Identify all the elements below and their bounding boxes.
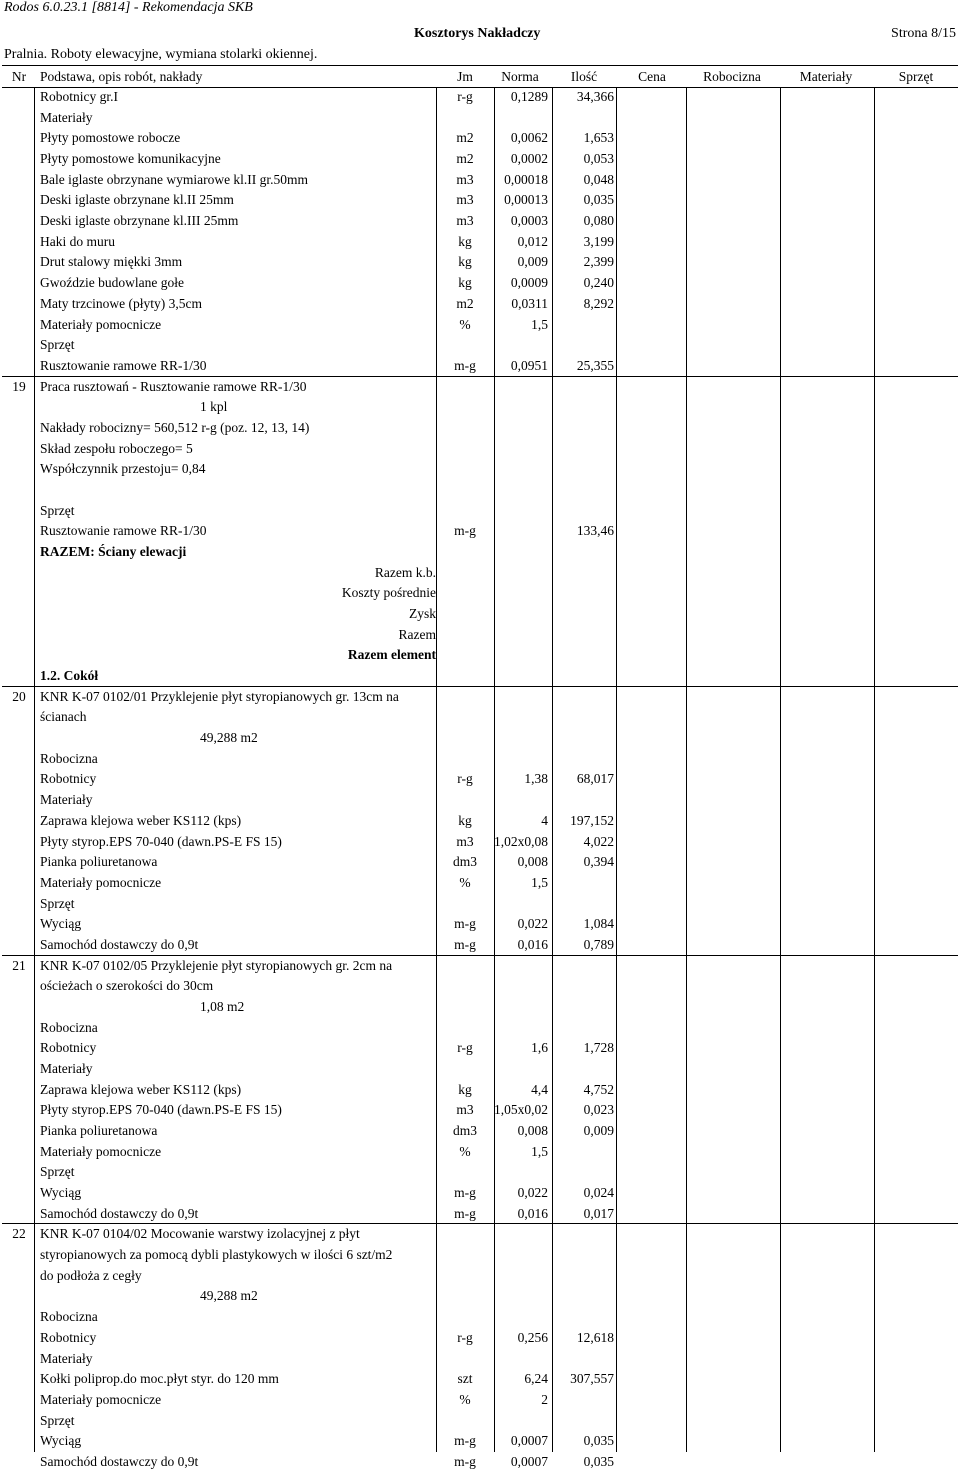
- item-unit: dm3: [452, 854, 477, 870]
- position-note: Nakłady robocizny= 560,512 r-g (poz. 12, 13, 14): [40, 419, 310, 435]
- col-materialy: Materiały: [799, 69, 853, 84]
- item-norm: 1,5: [531, 874, 548, 890]
- item-description: Płyty pomostowe komunikacyjne: [40, 151, 221, 166]
- item-unit: m3: [456, 213, 474, 229]
- item-unit: m-g: [454, 1433, 476, 1449]
- item-unit: m3: [456, 171, 474, 187]
- position-quantity: 49,288 m2: [200, 730, 258, 746]
- item-unit: dm3: [452, 1123, 477, 1138]
- item-unit: r-g: [457, 1040, 473, 1056]
- item-norm: 1,05x0,02: [494, 1102, 548, 1118]
- total-label: Razem: [398, 626, 436, 642]
- item-norm: 0,0062: [510, 130, 548, 146]
- position-separator: [2, 955, 958, 956]
- item-description: Maty trzcinowe (płyty) 3,5cm: [40, 295, 202, 311]
- item-unit: %: [459, 1391, 471, 1407]
- item-quantity: 3,199: [583, 233, 614, 249]
- column-rule: [494, 87, 495, 1452]
- item-description: Zaprawa klejowa weber KS112 (kps): [40, 1081, 242, 1097]
- item-quantity: 34,366: [576, 89, 614, 104]
- position-number: 19: [12, 378, 26, 394]
- column-rule: [780, 87, 781, 1452]
- item-norm: 0,016: [517, 936, 548, 952]
- col-nr: Nr: [11, 69, 27, 84]
- item-norm: 0,00018: [504, 171, 548, 187]
- position-description: KNR K-07 0102/01 Przyklejenie płyt styropianowych gr. 13cm na: [40, 688, 399, 704]
- item-description: Robotnicy: [40, 1040, 97, 1056]
- item-norm: 0,008: [517, 1123, 548, 1138]
- item-description: Rusztowanie ramowe RR-1/30: [40, 523, 207, 539]
- item-unit: m2: [456, 151, 474, 166]
- col-ilosc: Ilość: [570, 69, 598, 84]
- position-separator: [2, 686, 958, 687]
- item-unit: %: [459, 1143, 471, 1159]
- item-norm: 0,0002: [510, 151, 548, 166]
- position-note: styropianowych za pomocą dybli plastykowych w ilości 6 szt/m2: [40, 1247, 393, 1263]
- item-unit: m2: [456, 295, 474, 311]
- section-label: Sprzęt: [40, 337, 75, 353]
- item-quantity: 1,084: [583, 916, 614, 932]
- item-quantity: 0,035: [583, 192, 614, 208]
- item-description: Wyciąg: [40, 1185, 82, 1200]
- item-norm: 0,0007: [510, 1433, 548, 1449]
- position-number: 22: [12, 1226, 26, 1242]
- item-unit: m3: [456, 1102, 474, 1118]
- item-norm: 1,5: [531, 316, 548, 332]
- item-description: Pianka poliuretanowa: [40, 1123, 158, 1138]
- column-rule: [616, 87, 617, 1452]
- item-norm: 4: [541, 812, 548, 828]
- position-number: 20: [12, 688, 26, 704]
- item-unit: %: [459, 874, 471, 890]
- item-description: Materiały pomocnicze: [40, 316, 162, 332]
- item-quantity: 197,152: [570, 812, 614, 828]
- position-quantity: 1,08 m2: [200, 998, 245, 1014]
- item-unit: m-g: [454, 523, 476, 539]
- item-description: Kołki poliprop.do moc.płyt styr. do 120 mm: [40, 1371, 279, 1387]
- item-quantity: 68,017: [576, 771, 614, 787]
- item-description: Bale iglaste obrzynane wymiarowe kl.II gr.50mm: [40, 171, 309, 187]
- item-quantity: 0,009: [583, 1123, 614, 1138]
- position-separator: [2, 1223, 958, 1224]
- item-description: Materiały pomocnicze: [40, 1391, 162, 1407]
- item-norm: 1,6: [531, 1040, 548, 1056]
- position-description: Praca rusztowań - Rusztowanie ramowe RR-1/30: [40, 378, 307, 394]
- col-sprzet: Sprzęt: [898, 69, 934, 84]
- item-description: Robotnicy gr.I: [40, 89, 118, 104]
- total-label: Razem k.b.: [374, 564, 436, 580]
- item-quantity: 0,035: [583, 1453, 614, 1469]
- column-rule: [874, 87, 875, 1452]
- position-quantity: 49,288 m2: [200, 1288, 258, 1304]
- item-unit: m-g: [454, 916, 476, 932]
- item-quantity: 25,355: [576, 357, 614, 373]
- item-unit: m-g: [454, 1185, 476, 1200]
- item-quantity: 0,023: [583, 1102, 614, 1118]
- item-quantity: 12,618: [576, 1329, 614, 1345]
- item-quantity: 0,789: [583, 936, 614, 952]
- item-unit: m-g: [454, 357, 476, 373]
- item-norm: 0,022: [517, 916, 548, 932]
- total-label: Zysk: [409, 606, 436, 621]
- position-note: Współczynnik przestoju= 0,84: [40, 461, 206, 477]
- item-unit: m-g: [454, 1453, 476, 1469]
- item-description: Samochód dostawczy do 0,9t: [40, 936, 199, 952]
- item-norm: 0,256: [517, 1329, 548, 1345]
- item-quantity: 4,022: [583, 833, 614, 849]
- header-bottom-rule: [2, 87, 958, 88]
- col-robocizna: Robocizna: [703, 69, 761, 84]
- item-description: Drut stalowy miękki 3mm: [40, 254, 183, 270]
- item-quantity: 8,292: [583, 295, 614, 311]
- item-description: Robotnicy: [40, 1329, 97, 1345]
- app-title: Rodos 6.0.23.1 [8814] - Rekomendacja SKB: [4, 0, 253, 15]
- item-unit: m-g: [454, 936, 476, 952]
- column-rule: [552, 87, 553, 1452]
- item-unit: kg: [458, 233, 472, 249]
- section-label: Materiały: [40, 792, 93, 808]
- section-label: Sprzęt: [40, 1412, 75, 1428]
- item-description: Samochód dostawczy do 0,9t: [40, 1453, 199, 1469]
- section-label: Robocizna: [40, 750, 98, 766]
- item-unit: kg: [458, 254, 472, 270]
- item-description: Wyciąg: [40, 1433, 82, 1449]
- col-norma: Norma: [501, 69, 539, 84]
- item-quantity: 0,035: [583, 1433, 614, 1449]
- item-unit: m3: [456, 833, 474, 849]
- item-description: Gwoździe budowlane gołe: [40, 275, 184, 291]
- position-note: Skład zespołu roboczego= 5: [40, 440, 193, 456]
- position-description: KNR K-07 0102/05 Przyklejenie płyt styropianowych gr. 2cm na: [40, 957, 393, 973]
- section-label: Materiały: [40, 1061, 93, 1076]
- section-label: Materiały: [40, 109, 93, 125]
- item-norm: 2: [541, 1391, 548, 1407]
- item-description: Materiały pomocnicze: [40, 874, 162, 890]
- item-quantity: 0,053: [583, 151, 614, 166]
- column-rule: [436, 87, 437, 1452]
- item-norm: 0,0003: [510, 213, 548, 229]
- section-label: Robocizna: [40, 1019, 98, 1035]
- item-unit: kg: [458, 275, 472, 291]
- item-norm: 0,00013: [504, 192, 548, 208]
- page-number: Strona 8/15: [891, 26, 956, 41]
- item-unit: m2: [456, 130, 474, 146]
- position-note: do podłoża z cegły: [40, 1267, 142, 1283]
- position-number: 21: [12, 957, 26, 973]
- item-description: Samochód dostawczy do 0,9t: [40, 1205, 199, 1221]
- item-norm: 0,022: [517, 1185, 548, 1200]
- section-label: Robocizna: [40, 1309, 98, 1325]
- col-cena: Cena: [638, 69, 666, 84]
- item-norm: 1,38: [524, 771, 548, 787]
- item-description: Wyciąg: [40, 916, 82, 932]
- item-description: Płyty styrop.EPS 70-040 (dawn.PS-E FS 15): [40, 1102, 282, 1118]
- position-note: ścianach: [40, 709, 87, 725]
- item-description: Deski iglaste obrzynane kl.II 25mm: [40, 192, 234, 208]
- item-norm: 6,24: [524, 1371, 548, 1387]
- item-quantity: 4,752: [583, 1081, 614, 1097]
- item-description: Robotnicy: [40, 771, 97, 787]
- item-norm: 0,012: [517, 233, 548, 249]
- item-norm: 0,0007: [510, 1453, 548, 1469]
- position-quantity: 1 kpl: [200, 399, 228, 415]
- item-description: Pianka poliuretanowa: [40, 854, 158, 870]
- item-quantity: 0,024: [583, 1185, 614, 1200]
- item-quantity: 133,46: [576, 523, 614, 539]
- item-unit: r-g: [457, 89, 473, 104]
- item-norm: 0,009: [517, 254, 548, 270]
- project-name: Pralnia. Roboty elewacyjne, wymiana stolarki okiennej.: [4, 47, 318, 62]
- item-norm: 0,016: [517, 1205, 548, 1221]
- position-separator: [2, 376, 958, 377]
- item-norm: 0,008: [517, 854, 548, 870]
- total-label-bold: Razem element: [347, 647, 436, 663]
- item-description: Zaprawa klejowa weber KS112 (kps): [40, 812, 242, 828]
- item-unit: r-g: [457, 771, 473, 787]
- section-label: Sprzęt: [40, 895, 75, 911]
- chapter-title: 1.2. Cokół: [40, 668, 99, 683]
- item-quantity: 0,017: [583, 1205, 614, 1221]
- item-quantity: 1,653: [583, 130, 614, 146]
- item-quantity: 2,399: [583, 254, 614, 270]
- item-norm: 0,0311: [511, 295, 548, 311]
- section-label: Materiały: [40, 1350, 93, 1366]
- item-norm: 4,4: [531, 1081, 548, 1097]
- item-norm: 0,1289: [510, 89, 548, 104]
- item-description: Płyty styrop.EPS 70-040 (dawn.PS-E FS 15): [40, 833, 282, 849]
- section-total-label: RAZEM: Ściany elewacji: [40, 544, 187, 559]
- item-description: Haki do muru: [40, 233, 115, 249]
- position-note: ościeżach o szerokości do 30cm: [40, 978, 214, 994]
- col-desc: Podstawa, opis robót, nakłady: [40, 69, 203, 84]
- item-unit: m-g: [454, 1205, 476, 1221]
- item-unit: kg: [458, 1081, 472, 1097]
- column-rule: [34, 87, 35, 1452]
- total-label: Koszty pośrednie: [341, 585, 436, 601]
- item-quantity: 1,728: [583, 1040, 614, 1056]
- item-unit: kg: [458, 812, 472, 828]
- item-description: Deski iglaste obrzynane kl.III 25mm: [40, 213, 239, 229]
- item-quantity: 0,394: [583, 854, 614, 870]
- item-quantity: 0,048: [583, 171, 614, 187]
- item-quantity: 0,240: [583, 275, 614, 291]
- item-unit: szt: [457, 1371, 473, 1387]
- item-norm: 0,0951: [510, 357, 548, 373]
- item-unit: %: [459, 316, 471, 332]
- item-norm: 0,0009: [510, 275, 548, 291]
- document-title: Kosztorys Nakładczy: [414, 26, 541, 41]
- header-top-rule: [2, 65, 958, 66]
- item-unit: m3: [456, 192, 474, 208]
- item-unit: r-g: [457, 1329, 473, 1345]
- item-quantity: 0,080: [583, 213, 614, 229]
- item-description: Rusztowanie ramowe RR-1/30: [40, 357, 207, 373]
- col-jm: Jm: [457, 69, 473, 84]
- item-description: Płyty pomostowe robocze: [40, 130, 181, 146]
- column-rule: [686, 87, 687, 1452]
- section-label: Sprzęt: [40, 502, 75, 518]
- section-label: Sprzęt: [40, 1164, 75, 1180]
- item-norm: 1,5: [531, 1143, 548, 1159]
- item-description: Materiały pomocnicze: [40, 1143, 162, 1159]
- item-norm: 1,02x0,08: [494, 833, 548, 849]
- position-description: KNR K-07 0104/02 Mocowanie warstwy izolacyjnej z płyt: [40, 1226, 360, 1242]
- item-quantity: 307,557: [570, 1371, 614, 1387]
